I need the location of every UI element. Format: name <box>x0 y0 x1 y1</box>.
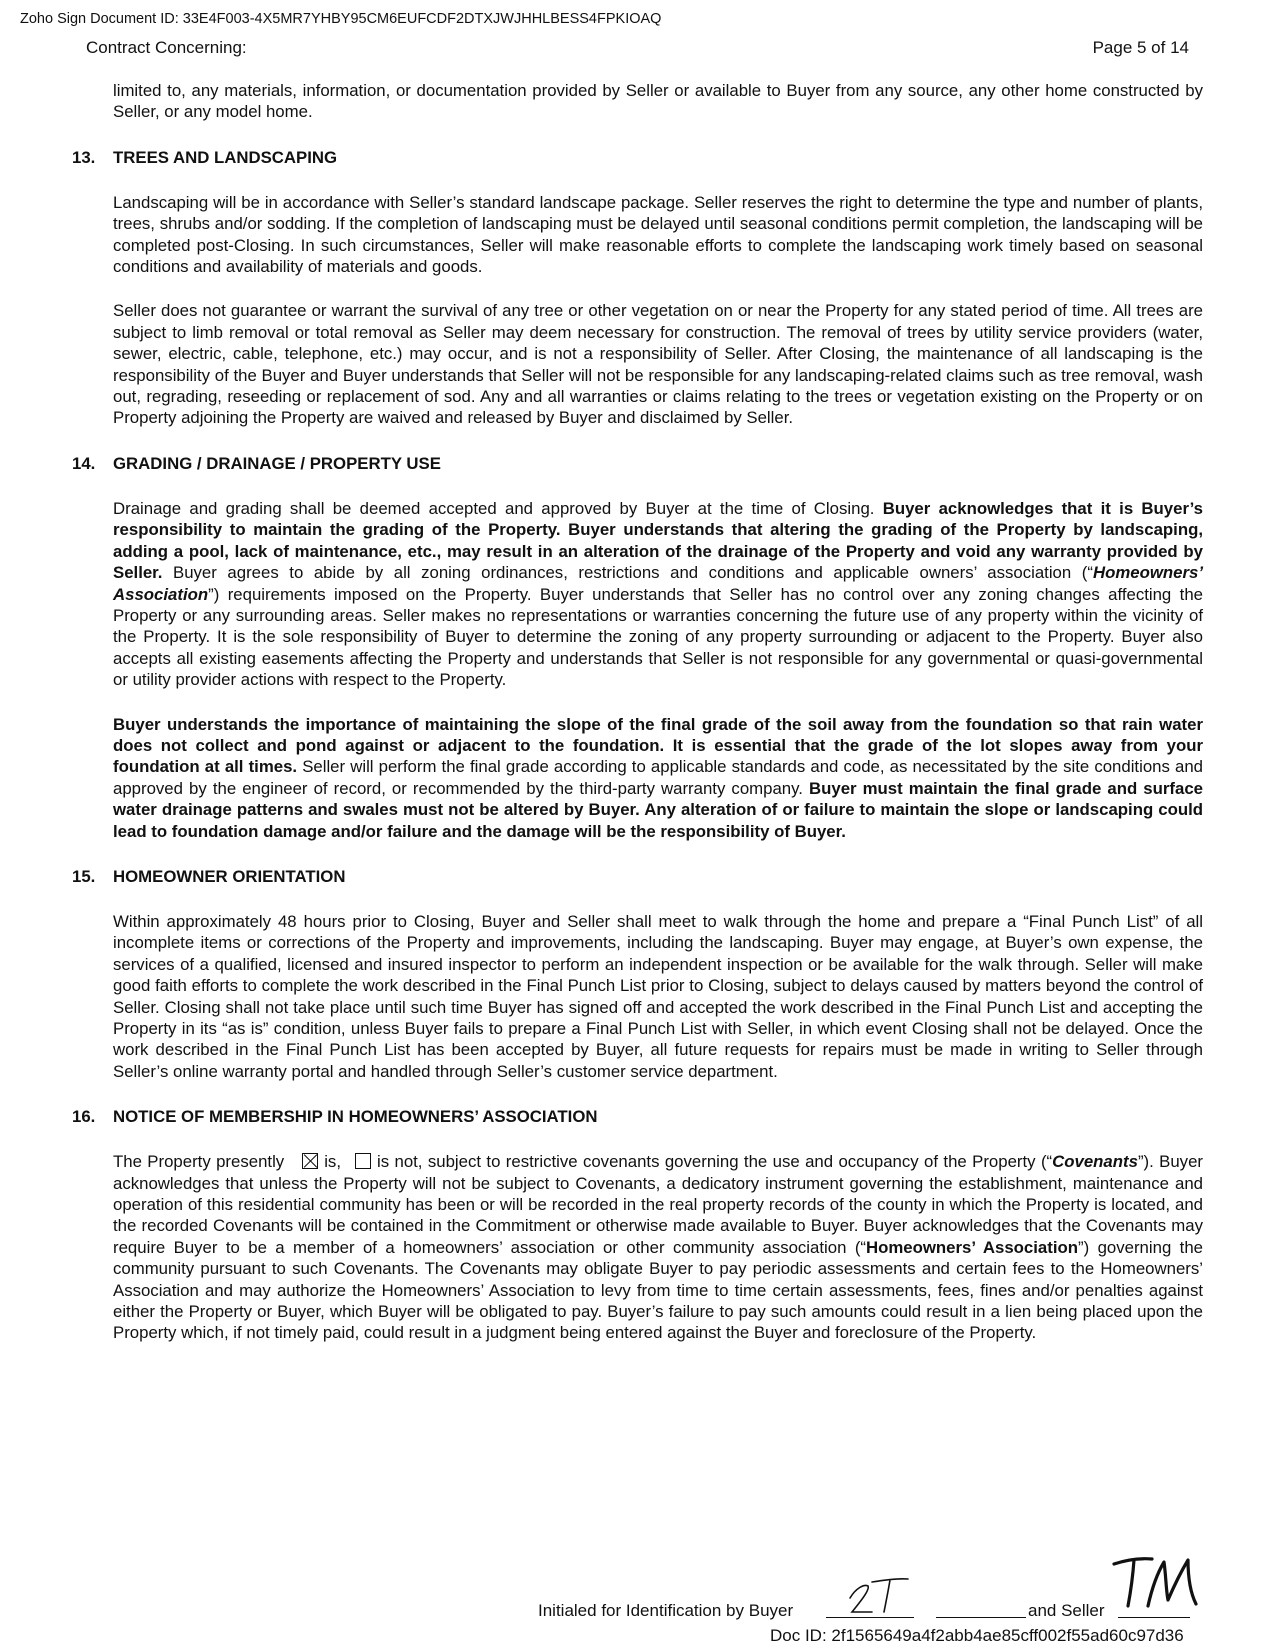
text-run: ”) requirements imposed on the Property. Buyer understands that Seller has no control over any zoning changes affecting the Property or any surrounding areas. Seller makes no representations or warranties concerning the future use of any property within the vicinity of the Property. It is the sole responsibility of Buyer to determine the zoning of any property surrounding or adjacent to the Property. Buyer also accepts all existing easements affecting the Property and understands that Seller is not responsible for any governmental or quasi-governmental or utility provider actions with respect to the Property. <box>113 584 1203 690</box>
intro-paragraph: limited to, any materials, information, or documentation provided by Seller or available to Buyer from any source, any other home constructed by Seller, or any model home. <box>113 81 1203 122</box>
buyer-initials-signature <box>842 1568 912 1618</box>
document-body <box>72 80 1203 1344</box>
text-run: ”). Buyer acknowledges that unless the Property will not be subject to Covenants, a dedicatory instrument governing the establishment, maintenance and operation of this residential community has been or will be recorded in the real property records of the county in which the Property is located, and the recorded Covenants will be contained in the Commitment or otherwise made available to Buyer. Buyer acknowledges that the Covenants may require Buyer to be a member of a homeowners’ association or other community association (“ <box>113 1152 1203 1257</box>
defined-term-bold: Homeowners’ Association <box>866 1237 1078 1257</box>
text-run: Drainage and grading shall be deemed accepted and approved by Buyer at the time of Closing. <box>113 498 883 518</box>
section-number: 15. <box>72 866 96 886</box>
section-15-heading <box>72 866 1203 887</box>
section-16-heading <box>72 1106 1203 1127</box>
contract-concerning-label: Contract Concerning: <box>86 38 247 57</box>
doc-id: Doc ID: 2f1565649a4f2abb4ae85cff002f55ad60c97d36 <box>770 1626 1184 1645</box>
and-seller-label: and Seller <box>1028 1601 1105 1620</box>
text-run: ”) governing the community pursuant to such Covenants. The Covenants may obligate Buyer to pay periodic assessments and certain fees to the Homeowners’ Association and may authorize the Homeowners’ Association to levy from time to time certain assessments, fees, fines and/or penalties against either the Property or Buyer, which Buyer will be obligated to pay. Buyer’s failure to pay such amounts could result in a lien being placed upon the Property which, if not timely paid, could result in a judgment being entered against the Buyer and foreclosure of the Property. <box>113 1237 1203 1343</box>
section-14-paragraph-2 <box>113 714 1203 842</box>
section-number: 16. <box>72 1107 96 1127</box>
seller-initial-line[interactable] <box>1118 1617 1190 1618</box>
initialed-label: Initialed for Identification by Buyer <box>538 1601 794 1620</box>
section-title: TREES AND LANDSCAPING <box>113 147 338 167</box>
seller-initials-signature <box>1108 1550 1204 1616</box>
zoho-document-id: Zoho Sign Document ID: 33E4F003-4X5MR7YHBY95CM6EUFCDF2DTXJWJHHLBESS4FPKIOAQ <box>20 11 662 27</box>
section-number: 13. <box>72 147 96 167</box>
bold-text-run: Buyer must maintain the final grade and surface water drainage patterns and swales must not be altered by Buyer. Any alteration of or failure to maintain the slope or landscaping could lead to foundation damage and/or failure and the damage will be the responsibility of Buyer. <box>113 778 1203 841</box>
section-13-paragraph-1: Landscaping will be in accordance with Seller’s standard landscape package. Seller reserves the right to determine the type and number of plants, trees, shrubs and/or sodding. If the completion of landscaping must be delayed until seasonal conditions permit completion, the landscaping will be completed post-Closing. In such circumstances, Seller will make reasonable efforts to complete the landscaping work timely based on seasonal conditions and availability of materials and goods. <box>113 192 1203 277</box>
bold-text-run: Buyer understands the importance of maintaining the slope of the final grade of the soil away from the foundation so that rain water does not collect and pond against or adjacent to the foundation. It is essential that the grade of the lot slopes away from your foundation at all times. <box>113 714 1203 777</box>
section-number: 14. <box>72 453 96 473</box>
text-run: The Property presently <box>113 1152 285 1172</box>
section-13-paragraph-2: Seller does not guarantee or warrant the survival of any tree or other vegetation on or near the Property for any stated period of time. All trees are subject to limb removal or total removal as Seller may deem necessary for construction. The removal of trees by utility service providers (water, sewer, electric, cable, telephone, etc.) may occur, and is not a responsibility of Seller. After Closing, the maintenance of all landscaping is the responsibility of the Buyer and Buyer understands that Seller will not be responsible for any landscaping-related claims such as tree removal, wash out, regrading, reseeding or replacement of sod. Any and all warranties or claims relating to the trees or vegetation existing on the Property or on Property adjoining the Property are waived and released by Buyer and disclaimed by Seller. <box>113 301 1203 428</box>
section-13-heading <box>72 147 1203 168</box>
defined-term: Homeowners’ Association <box>113 563 1203 604</box>
is-option-label: is, <box>324 1152 341 1172</box>
section-title: GRADING / DRAINAGE / PROPERTY USE <box>113 453 441 473</box>
section-15-paragraph-1: Within approximately 48 hours prior to Closing, Buyer and Seller shall meet to walk through the home and prepare a “Final Punch List” of all incomplete items or corrections of the Property and improvements, including the landscaping. Buyer may engage, at Buyer’s own expense, the services of a qualified, licensed and insured inspector to perform an independent inspection or be available for the walk through. Seller will make good faith efforts to complete the work described in the Final Punch List prior to Closing, subject to delays caused by matters beyond the control of Seller. Closing shall not take place until such time Buyer has signed off and accepted the work described in the Final Punch List and accepting the Property in its “as is” condition, unless Buyer fails to prepare a Final Punch List with Seller, in which event Closing shall not be delayed. Once the work described in the Final Punch List has been accepted by Buyer, all future requests for repairs must be made in writing to Seller through Seller’s online warranty portal and handled through Seller’s customer service department. <box>113 911 1203 1081</box>
text-run: Buyer agrees to abide by all zoning ordinances, restrictions and conditions and applicable owners’ association (“ <box>162 563 1093 583</box>
bold-text-run: Buyer acknowledges that it is Buyer’s responsibility to maintain the grading of the Property. Buyer understands that altering the grading of the Property by landscaping, adding a pool, lack of maintenance, etc., may result in an alteration of the drainage of the Property and void any warranty provided by Seller. <box>113 498 1203 583</box>
is-checkbox[interactable] <box>302 1153 318 1169</box>
buyer-initial-line-2[interactable] <box>936 1617 1026 1618</box>
section-14-heading <box>72 453 1203 474</box>
is-not-option-label: is not, subject to restrictive covenants governing the use and occupancy of the Property <box>376 1152 1036 1172</box>
section-14-paragraph-1 <box>113 498 1203 691</box>
text-run: Seller will perform the final grade according to applicable standards and code, as necessitated by the site conditions and approved by the engineer of record, or recommended by the third-party warranty company. <box>113 757 1203 798</box>
section-16-paragraph-1 <box>113 1151 1203 1344</box>
page-number: Page 5 of 14 <box>1092 38 1189 57</box>
defined-term: Covenants <box>1052 1152 1138 1172</box>
is-not-checkbox[interactable] <box>355 1153 371 1169</box>
footer <box>0 1500 1275 1649</box>
section-title: NOTICE OF MEMBERSHIP IN HOMEOWNERS’ ASSOCIATION <box>113 1107 598 1127</box>
text-run: (“ <box>1040 1152 1053 1172</box>
section-title: HOMEOWNER ORIENTATION <box>113 866 346 886</box>
